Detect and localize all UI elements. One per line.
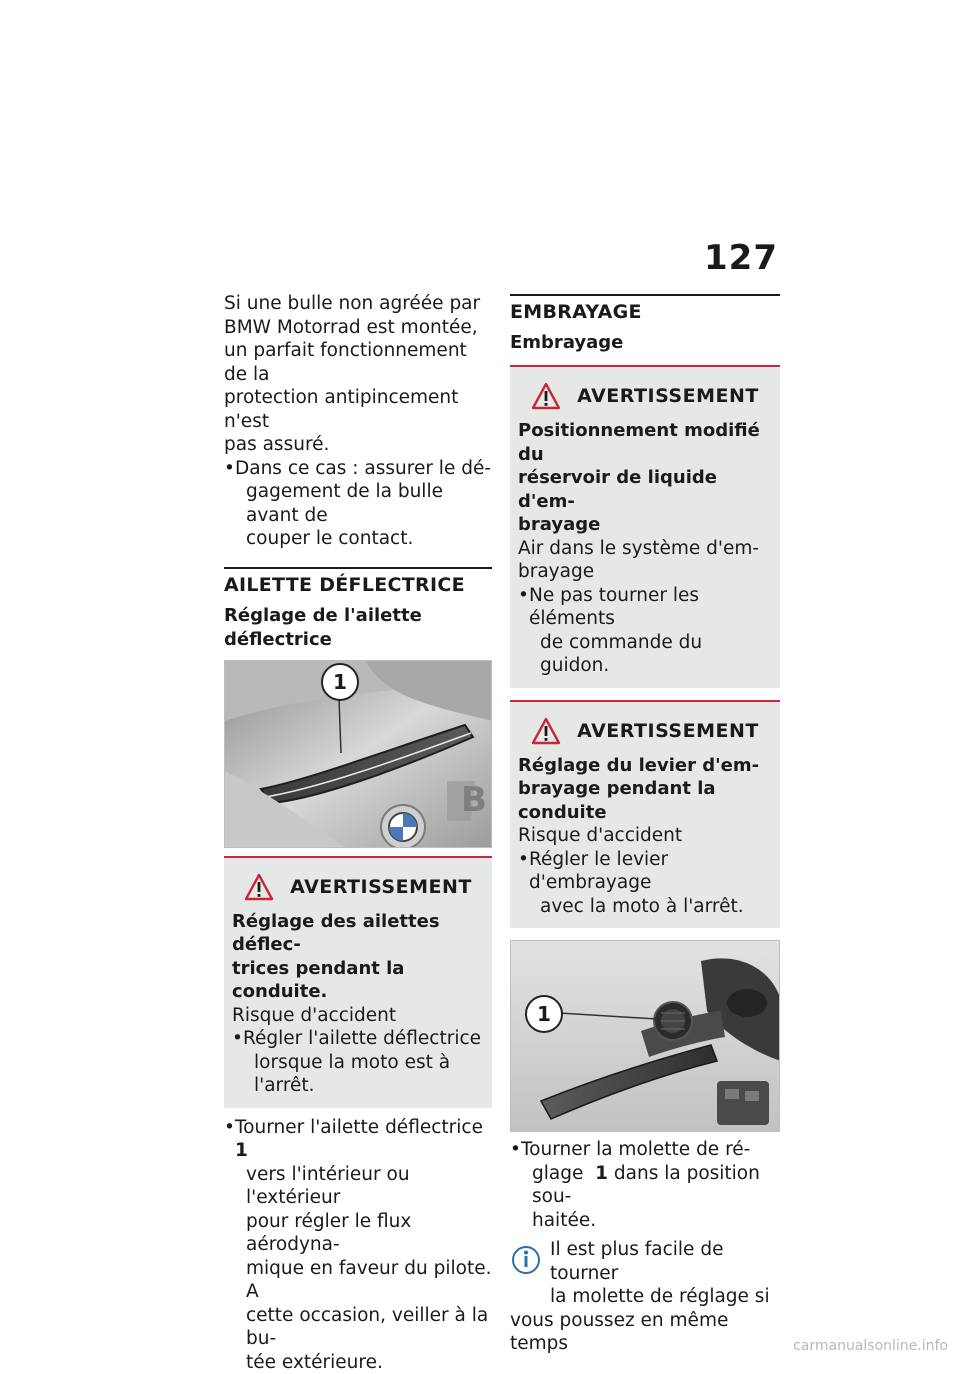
warning-header — [518, 379, 772, 413]
bullet-line: couper le contact. — [235, 527, 492, 551]
deflector-illustration — [225, 661, 492, 847]
bullet-dot: • — [510, 1138, 521, 1162]
step-bullet — [510, 1138, 780, 1232]
step-reference: 1 — [235, 1140, 248, 1161]
bullet-dot: • — [518, 848, 529, 872]
left-column — [224, 292, 492, 1374]
warning-box — [224, 856, 492, 1108]
sub-title: Embrayage — [510, 331, 780, 355]
deflector-figure — [224, 660, 492, 848]
info-line: Il est plus facile de tourner — [510, 1238, 780, 1285]
warning-risk: Risque d'accident — [232, 1004, 484, 1028]
section-rule — [224, 567, 492, 569]
warning-bullet — [232, 1027, 484, 1098]
clutch-lever-illustration — [511, 941, 780, 1131]
warning-title-line: Réglage des ailettes déflec- — [232, 910, 484, 957]
bullet-line: lorsque la moto est à l'arrêt. — [243, 1051, 484, 1098]
warning-title-line: Positionnement modifié du — [518, 419, 772, 466]
warning-title-line: brayage pendant la conduite — [518, 777, 772, 824]
warning-risk: Air dans le système d'em- — [518, 537, 772, 561]
warning-bullet — [518, 848, 772, 919]
bullet-dot: • — [224, 1116, 235, 1140]
warning-label: AVERTISSEMENT — [577, 385, 759, 407]
section-title: EMBRAYAGE — [510, 300, 780, 324]
step-bullet — [224, 1116, 492, 1374]
bullet-line: glage — [532, 1163, 583, 1184]
sub-title: Réglage de l'ailette déflectrice — [224, 604, 492, 652]
bullet-line: haitée. — [521, 1209, 780, 1233]
bullet-line: Tourner l'ailette déflectrice — [235, 1117, 483, 1138]
bullet-line: Régler le levier d'embrayage — [529, 849, 668, 894]
step-reference: 1 — [595, 1163, 608, 1184]
warning-triangle-icon — [244, 873, 274, 901]
warning-title-line: trices pendant la conduite. — [232, 957, 484, 1004]
svg-text:B: B — [461, 780, 487, 820]
bullet-dot: • — [518, 584, 529, 608]
bullet-line: Tourner la molette de ré- — [521, 1139, 750, 1160]
warning-risk: Risque d'accident — [518, 824, 772, 848]
warning-risk: brayage — [518, 560, 772, 584]
bullet-dot: • — [224, 457, 235, 481]
warning-title-line: Réglage du levier d'em- — [518, 754, 772, 778]
warning-title-line: réservoir de liquide d'em- — [518, 466, 772, 513]
bullet-line-wrap — [521, 1162, 780, 1209]
bullet-line: mique en faveur du pilote. A — [235, 1257, 492, 1304]
callout-number: 1 — [321, 663, 359, 701]
section-title: AILETTE DÉFLECTRICE — [224, 573, 492, 597]
info-line: vous poussez en même temps — [510, 1309, 780, 1356]
warning-box — [510, 365, 780, 688]
bullet-line: tée extérieure. — [235, 1351, 492, 1374]
bullet-line: dans la position sou- — [532, 1163, 760, 1208]
warning-box — [510, 700, 780, 929]
info-icon — [510, 1240, 542, 1280]
intro-line: Si une bulle non agréée par — [224, 292, 492, 316]
watermark: carmanualsonline.info — [793, 1338, 948, 1354]
bullet-line: cette occasion, veiller à la bu- — [235, 1304, 492, 1351]
intro-line: BMW Motorrad est montée, — [224, 316, 492, 340]
warning-label: AVERTISSEMENT — [577, 720, 759, 742]
bullet-line: pour régler le flux aérodyna- — [235, 1210, 492, 1257]
page-number: 127 — [690, 238, 778, 278]
warning-title-line: brayage — [518, 513, 772, 537]
warning-label: AVERTISSEMENT — [290, 876, 472, 898]
callout-number: 1 — [525, 995, 563, 1033]
right-column — [510, 292, 780, 1356]
bullet-line: avec la moto à l'arrêt. — [529, 895, 772, 919]
info-line: la molette de réglage si — [510, 1285, 780, 1309]
bullet-line: gagement de la bulle avant de — [235, 480, 492, 527]
bullet-line: Régler l'ailette déflectrice — [243, 1028, 481, 1049]
intro-bullet — [224, 457, 492, 551]
bullet-dot: • — [232, 1027, 243, 1051]
warning-header — [232, 870, 484, 904]
bullet-line: Dans ce cas : assurer le dé- — [235, 458, 491, 479]
warning-triangle-icon — [531, 717, 561, 745]
bullet-line: Ne pas tourner les éléments — [529, 585, 699, 630]
clutch-lever-figure — [510, 940, 780, 1132]
warning-triangle-icon — [531, 382, 561, 410]
warning-header — [518, 714, 772, 748]
section-rule — [510, 294, 780, 296]
intro-line: protection antipincement n'est — [224, 386, 492, 433]
bullet-line: vers l'intérieur ou l'extérieur — [235, 1163, 492, 1210]
bullet-line: de commande du guidon. — [529, 631, 772, 678]
warning-bullet — [518, 584, 772, 678]
info-note — [510, 1238, 780, 1356]
intro-line: un parfait fonctionnement de la — [224, 339, 492, 386]
intro-line: pas assuré. — [224, 433, 492, 457]
